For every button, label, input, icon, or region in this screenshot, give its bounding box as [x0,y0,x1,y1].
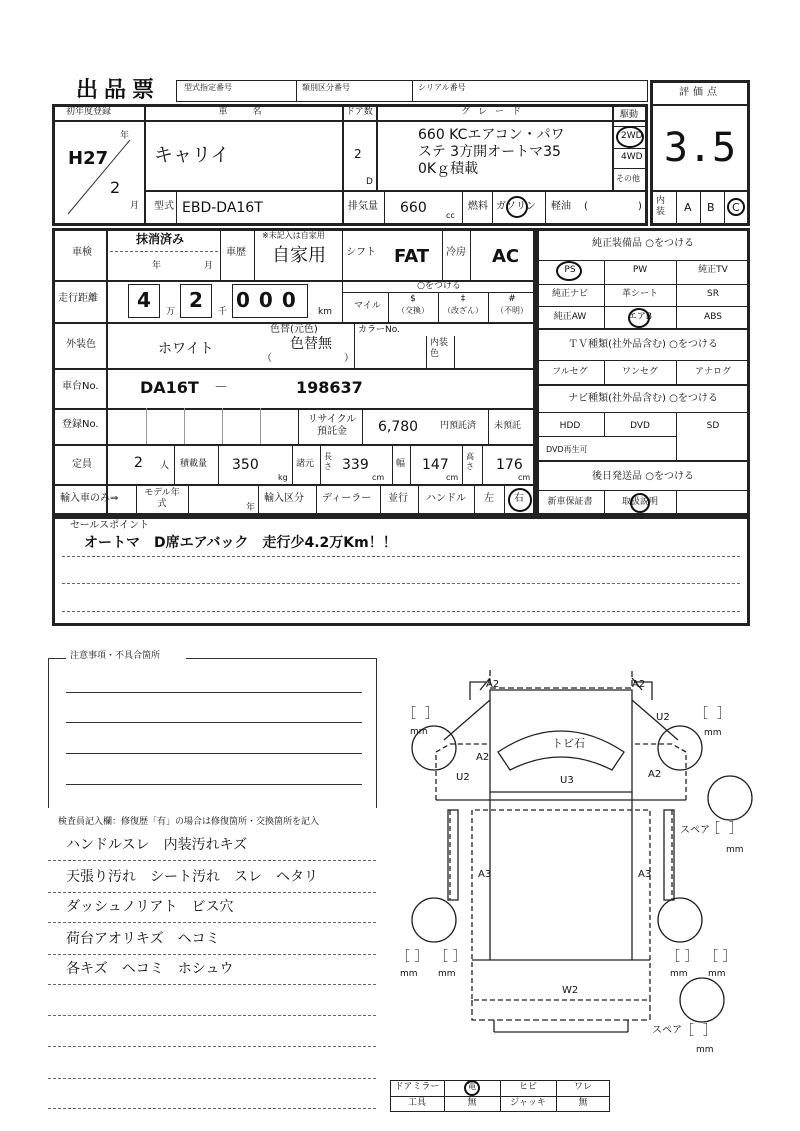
repaint-label: 色替(元色) [270,324,318,335]
width-label: 幅 [396,459,406,469]
navi-dvd-playback: DVD再生可 [546,445,588,454]
equip-airbag-circle [628,308,650,328]
equip-tv: 純正TV [698,265,728,275]
history-label: 車歴 [226,247,246,258]
equip-navi: 純正ナビ [551,289,588,299]
spare-label-1: スペア [680,825,710,836]
jack-label: ジャッキ [510,1098,546,1108]
capacity-value: 2 [134,455,143,471]
drive-4wd: 4WD [621,152,643,162]
recycle-label: リサイクル預託金 [307,414,357,437]
capacity-unit: 人 [160,461,170,471]
displacement-value: 660 [400,200,427,216]
shift-label: シフト [346,247,376,258]
tire-rr-outer-bracket-close: ］ [722,949,737,965]
import-dealer: ディーラー [322,493,372,504]
equip-airbag: エアB [627,312,653,322]
interior-grade-b: B [707,201,715,214]
displacement-label: 排気量 [348,201,378,212]
drive-2wd-circle [616,126,644,148]
history-value: 自家用 [272,245,326,266]
mileage-unit-sen: 千 [218,307,228,317]
navi-hdd: HDD [559,421,581,431]
shaken-month-unit: 月 [204,261,214,271]
import-category-label: 輸入区分 [264,493,304,504]
spare-label-2: スペア [652,1025,682,1036]
equip-leather: 革シート [621,289,658,299]
tire-fl-bracket-close: ］ [424,706,439,722]
later-manual-circle [630,493,650,513]
spare-2-bracket-close: ］ [702,1023,717,1039]
width-value: 147 [422,457,449,473]
model-year-unit: 年 [246,503,256,513]
car-name: キャリイ [154,144,230,166]
tire-fl-bracket-open: ［ [402,706,416,722]
tv-oneseg: ワンセグ [621,367,658,377]
mileage-digit-1: 4 [137,288,151,312]
registration-label: 登録No. [62,419,99,430]
mileage-exchanged-symbol: $ [410,294,416,304]
recycle-value: 6,780 [378,419,419,435]
navi-sd: SD [706,421,720,431]
mark-w2-rear: W2 [562,985,579,996]
evaluation-label: 評価点 [679,87,721,98]
mileage-unknown: （不明） [496,306,528,315]
tools-value: 無 [467,1098,477,1108]
fuel-paren-open: ( [584,201,588,212]
drive-label: 駆動 [620,110,639,120]
mirror-label: ドアミラー [394,1082,440,1092]
repaint-value: 色替無 [290,336,332,352]
interior-grade-c: C [732,201,740,214]
serial-no-label: シリアル番号 [418,83,466,92]
handle-right: 右 [514,493,524,504]
height-unit: cm [518,473,531,482]
grade-line-1: 660 KCエアコン・パワ [418,127,565,143]
chassis-number: 198637 [296,378,363,397]
tire-rr-inner-bracket-close: ］ [684,949,699,965]
tire-rl-outer-bracket-close: ］ [414,949,429,965]
mileage-digit-2: 2 [189,288,203,312]
fuel-label: 燃料 [468,201,488,212]
inspector-label: 検査員記入欄：修復歴「有」の場合は修復箇所・交換箇所を記入 [58,817,320,827]
repaint-paren-close: ） [344,353,354,364]
exterior-color-label: 外装色 [66,339,96,350]
interior-c-circle [727,198,745,216]
recycle-unpaid: 未預託 [494,421,522,431]
car-name-label: 車 名 [218,107,270,117]
tire-fl-mm: mm [410,727,428,737]
mileage-mile: マイル [354,301,381,311]
height-value: 176 [496,457,523,473]
load-label: 積載量 [180,459,208,469]
inspector-line-3: ダッシュノリアト ビス穴 [66,899,234,915]
grade-line-2: ステ 3方開オートマ35 [418,144,561,160]
windshield-chip-note: トビ石 [552,737,585,750]
drive-2wd: 2WD [621,131,643,141]
displacement-unit: cc [446,211,455,220]
tv-fullseg: フルセグ [552,367,588,377]
shaken-year-unit: 年 [152,261,162,271]
first-reg-year-unit: 年 [120,131,130,141]
tire-rr-outer-bracket-open: ［ [704,949,718,965]
color-no-label: カラーNo. [358,325,400,335]
exterior-color-value: ホワイト [158,341,214,357]
mileage-label: 走行距離 [58,293,98,304]
door-count: 2 [354,147,362,161]
mileage-digit-5: 0 [281,288,305,312]
mirror-electric: 電 [467,1082,477,1092]
tire-fr-mm: mm [704,728,722,738]
interior-label: 内装 [656,196,666,217]
equip-ps: PS [564,265,576,275]
interior-grade-a: A [684,201,692,214]
mark-a2-door-right: A2 [648,769,662,780]
equip-sr: SR [707,289,719,299]
mark-a3-left: A3 [478,869,492,880]
shift-value: FAT [394,246,430,267]
form-title: 出品票 [76,78,161,103]
mark-a3-right: A3 [638,869,652,880]
spare-1-mm: mm [726,845,744,855]
mirror-broken: ワレ [573,1082,592,1092]
chassis-prefix: DA16T [140,378,199,397]
mileage-digit-3: 0 [236,288,259,312]
tv-analog: アナログ [694,367,731,377]
mark-a2-front-right: A2 [632,679,646,690]
interior-color-label: 内装色 [430,338,449,359]
tire-rl-inner-mm: mm [438,969,456,979]
tire-rl-inner-bracket-close: ］ [452,949,467,965]
sales-point-text: オートマ D席エアバック 走行少4.2万Km！！ [84,535,397,551]
load-unit: kg [278,473,288,482]
mileage-altered-symbol: ‡ [460,294,466,304]
mileage-unknown-symbol: # [508,294,516,304]
fuel-paren-close: ) [638,201,642,212]
later-title: 後日発送品 ○をつける [592,471,694,482]
shaken-label: 車検 [72,247,92,258]
mark-a2-front-left: A2 [486,679,500,690]
handle-label: ハンドル [426,493,466,504]
evaluation-score: 3.5 [663,125,737,171]
mark-u3-roof: U3 [560,775,574,786]
model-label: 型式 [154,201,174,212]
tire-rl-outer-bracket-open: ［ [396,949,410,965]
details-grid [52,228,536,516]
dims-label: 諸元 [296,459,315,469]
mark-a2-door-left: A2 [476,752,490,763]
tire-rr-inner-bracket-open: ［ [666,949,680,965]
first-reg-month-unit: 月 [130,201,140,211]
type-no-label: 型式指定番号 [184,83,232,92]
ac-value: AC [492,246,520,267]
inspector-line-1: ハンドルスレ 内装汚れキズ [66,837,248,853]
tire-rl-inner-bracket-open: ［ [434,949,448,965]
tv-title: ＴＶ種類(社外品含む) ○をつける [568,339,718,350]
equip-aw: 純正AW [553,312,587,322]
fuel-light-oil: 軽油 [551,201,571,212]
mark-u2-left: U2 [456,772,470,783]
grade-line-3: 0Kｇ積載 [418,161,479,177]
spare-2-bracket-open: ［ [680,1023,694,1039]
chassis-label: 車台No. [62,381,99,392]
length-unit: cm [372,473,385,482]
ac-label: 冷房 [446,247,466,258]
handle-left: 左 [484,493,494,504]
later-warranty: 新車保証書 [547,497,593,507]
mirror-electric-circle [464,1080,480,1096]
first-reg-slash [60,130,140,220]
fuel-gasoline: ガソリン [496,201,536,212]
height-label: 高さ [466,452,474,471]
equip-pw: PW [632,265,648,275]
equipment-title: 純正装備品 ○をつける [592,238,694,249]
chassis-dash: － [214,380,228,396]
navi-dvd: DVD [630,421,650,431]
mileage-unit-man: 万 [166,307,176,317]
drive-other: その他 [616,174,640,183]
recycle-status: 円預託済 [440,421,477,431]
tire-fr-bracket-open: ［ [694,706,708,722]
fuel-gasoline-circle [506,196,528,218]
first-reg-era: H27 [68,148,109,169]
tire-rr-outer-mm: mm [708,969,726,979]
mileage-circle-note: ○をつける [417,281,461,291]
mirror-crack: ヒビ [518,1082,537,1092]
import-parallel: 並行 [388,493,408,504]
import-label: 輸入車のみ⇒ [60,493,119,504]
first-reg-label: 初年度登録 [66,107,112,117]
spare-1-bracket-close: ］ [728,821,743,837]
grade-label: グレード [460,107,529,117]
equip-ps-circle [556,261,582,281]
car-damage-diagram [390,660,770,1080]
width-unit: cm [446,473,459,482]
inspector-line-4: 荷台アオリキズ ヘコミ [66,931,220,947]
mileage-unit-km: km [318,307,332,317]
mileage-exchanged: （交換） [397,306,429,315]
tire-rl-outer-mm: mm [400,969,418,979]
spare-2-mm: mm [696,1045,714,1055]
sales-point-label: セールスポイント [70,520,150,531]
inspector-line-2: 天張り汚れ シート汚れ スレ ヘタリ [66,869,318,885]
load-value: 350 [232,457,259,473]
first-reg-month: 2 [110,178,121,197]
repaint-paren-open: （ [262,353,272,364]
sales-point-box [52,516,750,626]
history-note: ※未記入は自家用 [262,231,325,240]
class-no-label: 類別区分番号 [302,83,350,92]
capacity-label: 定員 [72,459,92,470]
tools-label: 工具 [407,1098,426,1108]
navi-title: ナビ種類(社外品含む) ○をつける [568,393,718,404]
equip-abs: ABS [704,312,722,322]
jack-value: 無 [578,1098,588,1108]
mileage-digit-4: 0 [258,288,282,312]
spare-1-bracket-open: ［ [706,821,720,837]
tire-fr-bracket-close: ］ [716,706,731,722]
mileage-altered: （改ざん） [443,306,483,315]
mark-u2-right: U2 [656,712,670,723]
length-label: 長さ [324,452,332,471]
length-value: 339 [342,457,369,473]
later-manual: 取扱説明 [621,497,658,507]
notes-label: 注意事項・不具合箇所 [70,651,161,661]
model-year-label: モデル年式 [144,488,180,509]
tire-rr-inner-mm: mm [670,969,688,979]
door-suffix: D [366,177,373,187]
inspector-line-5: 各キズ ヘコミ ホシュウ [66,961,234,977]
shaken-value: 抹消済み [136,232,185,246]
model-value: EBD-DA16T [182,200,263,216]
handle-right-circle [508,488,532,512]
doors-label: ドア数 [346,107,373,117]
